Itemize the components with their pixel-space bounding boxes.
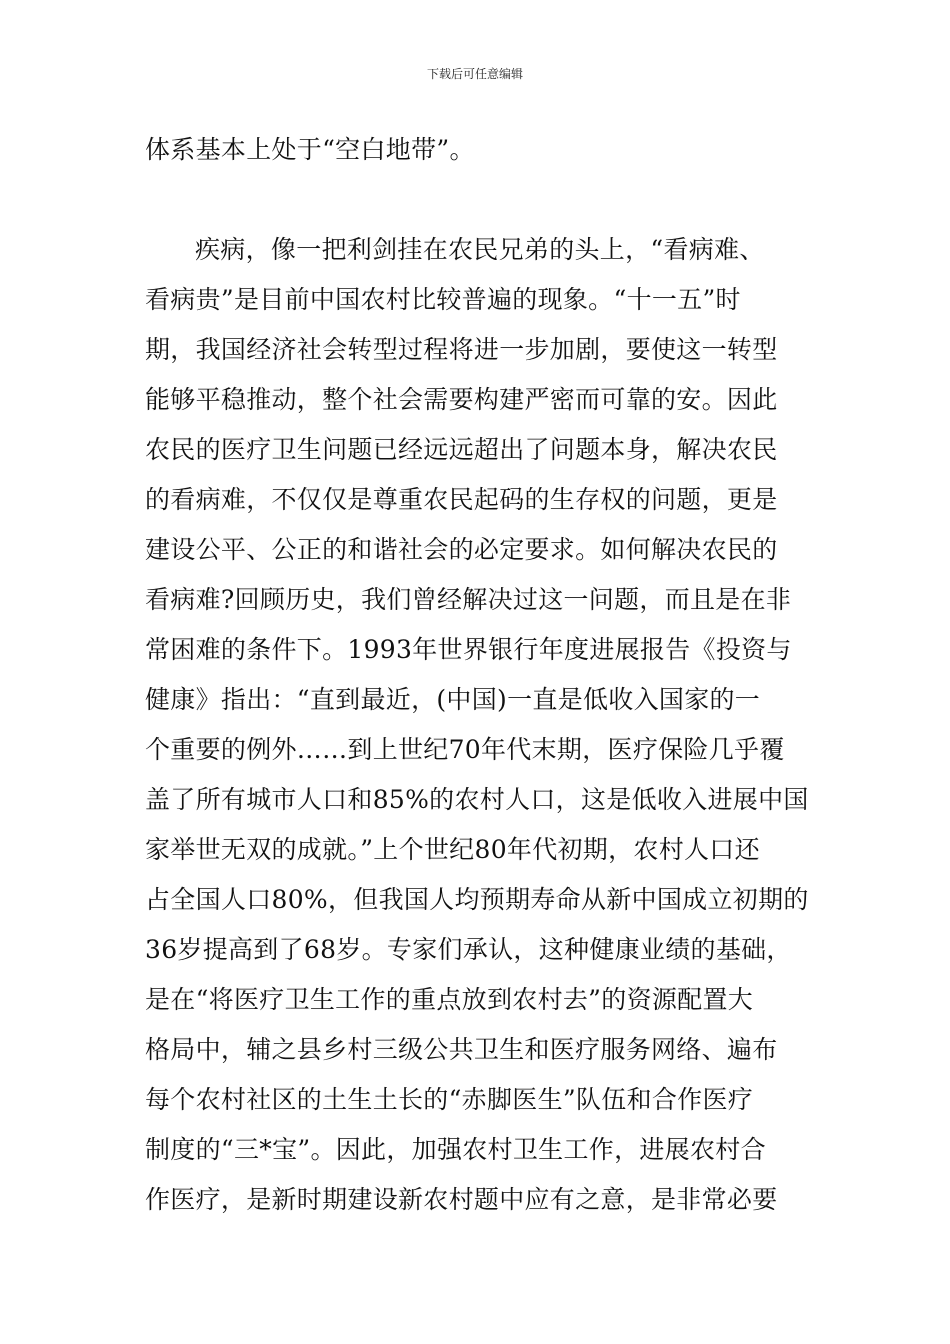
text-line: 健康》指出：“直到最近，(中国)一直是低收入国家的一 (145, 685, 761, 714)
text-line: 看病难?回顾历史，我们曾经解决过这一问题，而且是在非 (145, 585, 792, 614)
text-line: 盖了所有城市人口和85%的农村人口，这是低收入进展中国 (145, 785, 809, 814)
text-line: 是在“将医疗卫生工作的重点放到农村去”的资源配置大 (145, 985, 754, 1014)
text-line: 期，我国经济社会转型过程将进一步加剧，要使这一转型 (145, 335, 778, 364)
text-line: 家举世无双的成就。”上个世纪80年代初期，农村人口还 (145, 835, 760, 864)
text-line: 36岁提高到了68岁。专家们承认，这种健康业绩的基础， (145, 935, 792, 964)
text-line: 看病贵”是目前中国农村比较普遍的现象。“十一五”时 (145, 285, 741, 314)
text-line: 能够平稳推动，整个社会需要构建严密而可靠的安。因此 (145, 385, 778, 414)
page-header-note: 下载后可任意编辑 (426, 67, 523, 81)
text-line: 个重要的例外……到上世纪70年代末期，医疗保险几乎覆 (145, 735, 785, 764)
paragraph-first-line: 疾病，像一把利剑挂在农民兄弟的头上，“看病难、 (195, 235, 765, 264)
text-line: 农民的医疗卫生问题已经远远超出了问题本身，解决农民 (145, 435, 778, 464)
text-line: 作医疗，是新时期建设新农村题中应有之意，是非常必要 (145, 1185, 778, 1214)
text-line: 制度的“三*宝”。因此，加强农村卫生工作，进展农村合 (145, 1135, 766, 1164)
text-line: 常困难的条件下。1993年世界银行年度进展报告《投资与 (145, 635, 792, 664)
text-line: 每个农村社区的土生土长的“赤脚医生”队伍和合作医疗 (145, 1085, 754, 1114)
text-line: 体系基本上处于“空白地带”。 (145, 135, 475, 164)
text-line: 格局中，辅之县乡村三级公共卫生和医疗服务网络、遍布 (145, 1035, 778, 1064)
text-line: 建设公平、公正的和谐社会的必定要求。如何解决农民的 (145, 535, 778, 564)
text-line: 的看病难，不仅仅是尊重农民起码的生存权的问题，更是 (145, 485, 778, 514)
text-line: 占全国人口80%，但我国人均预期寿命从新中国成立初期的 (145, 885, 809, 914)
